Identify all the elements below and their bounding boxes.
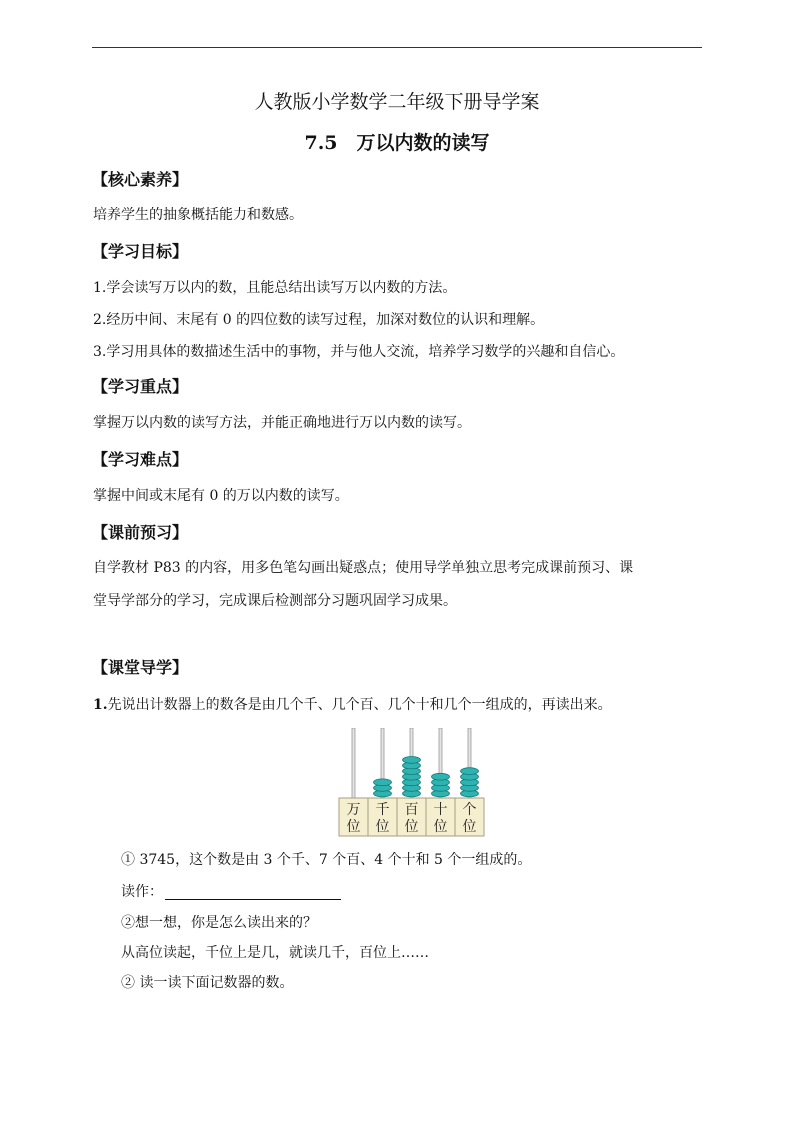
abacus-rod-1 <box>352 728 355 798</box>
goal-item-1: 1.学会读写万以内的数，且能总结出读写万以内数的方法。 <box>93 280 457 296</box>
abacus-place-label: 个 <box>462 802 477 818</box>
abacus-place-suffix: 位 <box>433 819 448 835</box>
read-label: 读作： <box>121 884 163 900</box>
difficulty-text: 掌握中间或末尾有 0 的万以内数的读写。 <box>93 488 349 504</box>
line-d: ② 读一读下面记数器的数。 <box>121 975 294 991</box>
question-1-number: 1. <box>93 697 108 713</box>
line-a: ① 3745，这个数是由 3 个千、7 个百、4 个十和 5 个一组成的。 <box>121 852 532 868</box>
abacus-place-label: 万 <box>346 802 361 818</box>
abacus <box>338 728 488 840</box>
abacus-bead <box>461 768 479 775</box>
core-heading: 【核心素养】 <box>92 170 189 189</box>
header-rule <box>92 47 702 48</box>
abacus-place-label: 十 <box>433 802 448 818</box>
abacus-place-suffix: 位 <box>404 819 419 835</box>
abacus-place-suffix: 位 <box>462 819 477 835</box>
abacus-place-suffix: 位 <box>375 819 390 835</box>
abacus-place-suffix: 位 <box>346 819 361 835</box>
preview-heading: 【课前预习】 <box>92 523 189 542</box>
key-text: 掌握万以内数的读写方法，并能正确地进行万以内数的读写。 <box>93 415 471 431</box>
abacus-bead <box>432 773 450 780</box>
question-1-text: 先说出计数器上的数各是由几个千、几个百、几个十和几个一组成的，再读出来。 <box>107 697 612 713</box>
guide-heading: 【课堂导学】 <box>92 658 189 677</box>
read-line <box>121 883 341 901</box>
preview-line-2: 堂导学部分的学习，完成课后检测部分习题巩固学习成果。 <box>93 593 457 609</box>
difficulty-heading: 【学习难点】 <box>92 450 189 469</box>
abacus-place-label: 千 <box>375 802 390 818</box>
core-text: 培养学生的抽象概括能力和数感。 <box>93 207 303 223</box>
abacus-bead <box>403 757 421 764</box>
preview-line-1: 自学教材 P83 的内容，用多色笔勾画出疑惑点；使用导学单独立思考完成课前预习、课 <box>93 560 634 576</box>
goal-item-3: 3.学习用具体的数描述生活中的事物，并与他人交流，培养学习数学的兴趣和自信心。 <box>93 344 625 360</box>
abacus-bead <box>374 779 392 786</box>
abacus-place-label: 百 <box>404 802 419 818</box>
answer-blank[interactable] <box>165 885 341 900</box>
lesson-title: 7.5 万以内数的读写 <box>304 132 490 154</box>
line-b: ②想一想，你是怎么读出来的？ <box>121 915 317 931</box>
line-c: 从高位读起，千位上是几，就读几千，百位上…… <box>121 945 429 961</box>
goal-item-2: 2.经历中间、末尾有 0 的四位数的读写过程，加深对数位的认识和理解。 <box>93 312 545 328</box>
key-heading: 【学习重点】 <box>92 377 189 396</box>
goals-heading: 【学习目标】 <box>92 242 189 261</box>
document-title: 人教版小学数学二年级下册导学案 <box>254 91 540 113</box>
question-1 <box>93 696 612 714</box>
